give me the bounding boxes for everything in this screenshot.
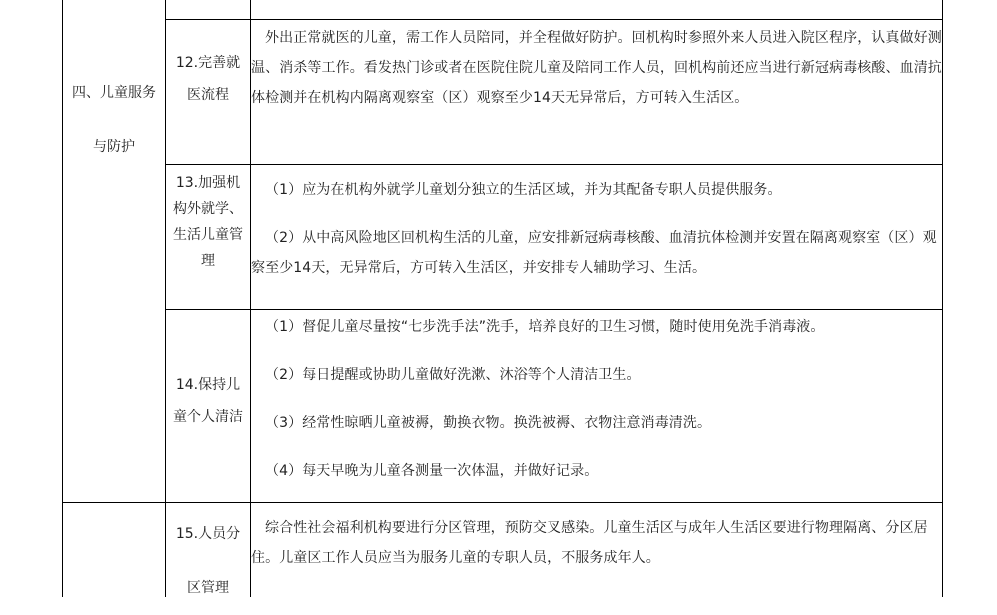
item-13-line-3: 生活儿童管: [173, 227, 243, 243]
item-label-14: [166, 369, 250, 433]
category-line-1: 四、儿童服务: [72, 85, 156, 101]
item-content-13: [251, 175, 942, 283]
item-13-line-4: 理: [201, 253, 215, 269]
item-content-14: [251, 312, 942, 486]
row-border-top-15: [62, 502, 943, 503]
item-15-line-1: 15.人员分: [175, 526, 241, 542]
paragraph: （1）督促儿童尽量按“七步洗手法”洗手，培养良好的卫生习惯，随时使用免洗手消毒液。: [265, 319, 825, 335]
item-12-line-2: 医流程: [187, 87, 229, 103]
item-label-12: [166, 47, 250, 111]
item-label-13: [166, 170, 250, 274]
item-13-line-2: 构外就学、: [173, 201, 243, 217]
row-border-top-12: [165, 19, 943, 20]
paragraph: （1）应为在机构外就学儿童划分独立的生活区域，并为其配备专职人员提供服务。: [265, 182, 782, 198]
item-content-15: [251, 513, 942, 573]
paragraph: （3）经常性晾晒儿童被褥，勤换衣物。换洗被褥、衣物注意消毒清洗。: [265, 415, 712, 431]
item-14-line-1: 14.保持儿: [175, 377, 241, 393]
row-border-top-13: [165, 164, 943, 165]
paragraph: （2）每日提醒或协助儿童做好洗漱、沐浴等个人清洁卫生。: [265, 367, 641, 383]
table-border-right: [942, 0, 943, 597]
item-14-line-2: 童个人清洁: [173, 409, 243, 425]
item-12-line-1: 12.完善就: [175, 55, 241, 71]
item-15-line-2: 区管理: [187, 580, 229, 596]
item-label-15: [166, 507, 250, 615]
paragraph: 外出正常就医的儿童，需工作人员陪同，并全程做好防护。回机构时参照外来人员进入院区程序，认真做好测温、消杀等工作。看发热门诊或者在医院住院儿童及陪同工作人员，回机构前还应当进行新冠病毒核酸、血清抗体检测并在机构内隔离观察室（区）观察至少14天无异常后，方可转入生活区。: [251, 30, 942, 106]
section-category-label: [63, 66, 165, 174]
paragraph: 综合性社会福利机构要进行分区管理，预防交叉感染。儿童生活区与成年人生活区要进行物理隔离、分区居住。儿童区工作人员应当为服务儿童的专职人员，不服务成年人。: [251, 520, 928, 566]
item-13-line-1: 13.加强机: [175, 175, 241, 191]
paragraph: （4）每天早晚为儿童各测量一次体温，并做好记录。: [265, 463, 599, 479]
row-border-top-14: [165, 309, 943, 310]
item-content-12: [251, 23, 942, 113]
paragraph: （2）从中高风险地区回机构生活的儿童，应安排新冠病毒核酸、血清抗体检测并安置在隔离观察室（区）观察至少14天，无异常后，方可转入生活区，并安排专人辅助学习、生活。: [251, 230, 937, 276]
category-line-2: 与防护: [93, 139, 135, 155]
